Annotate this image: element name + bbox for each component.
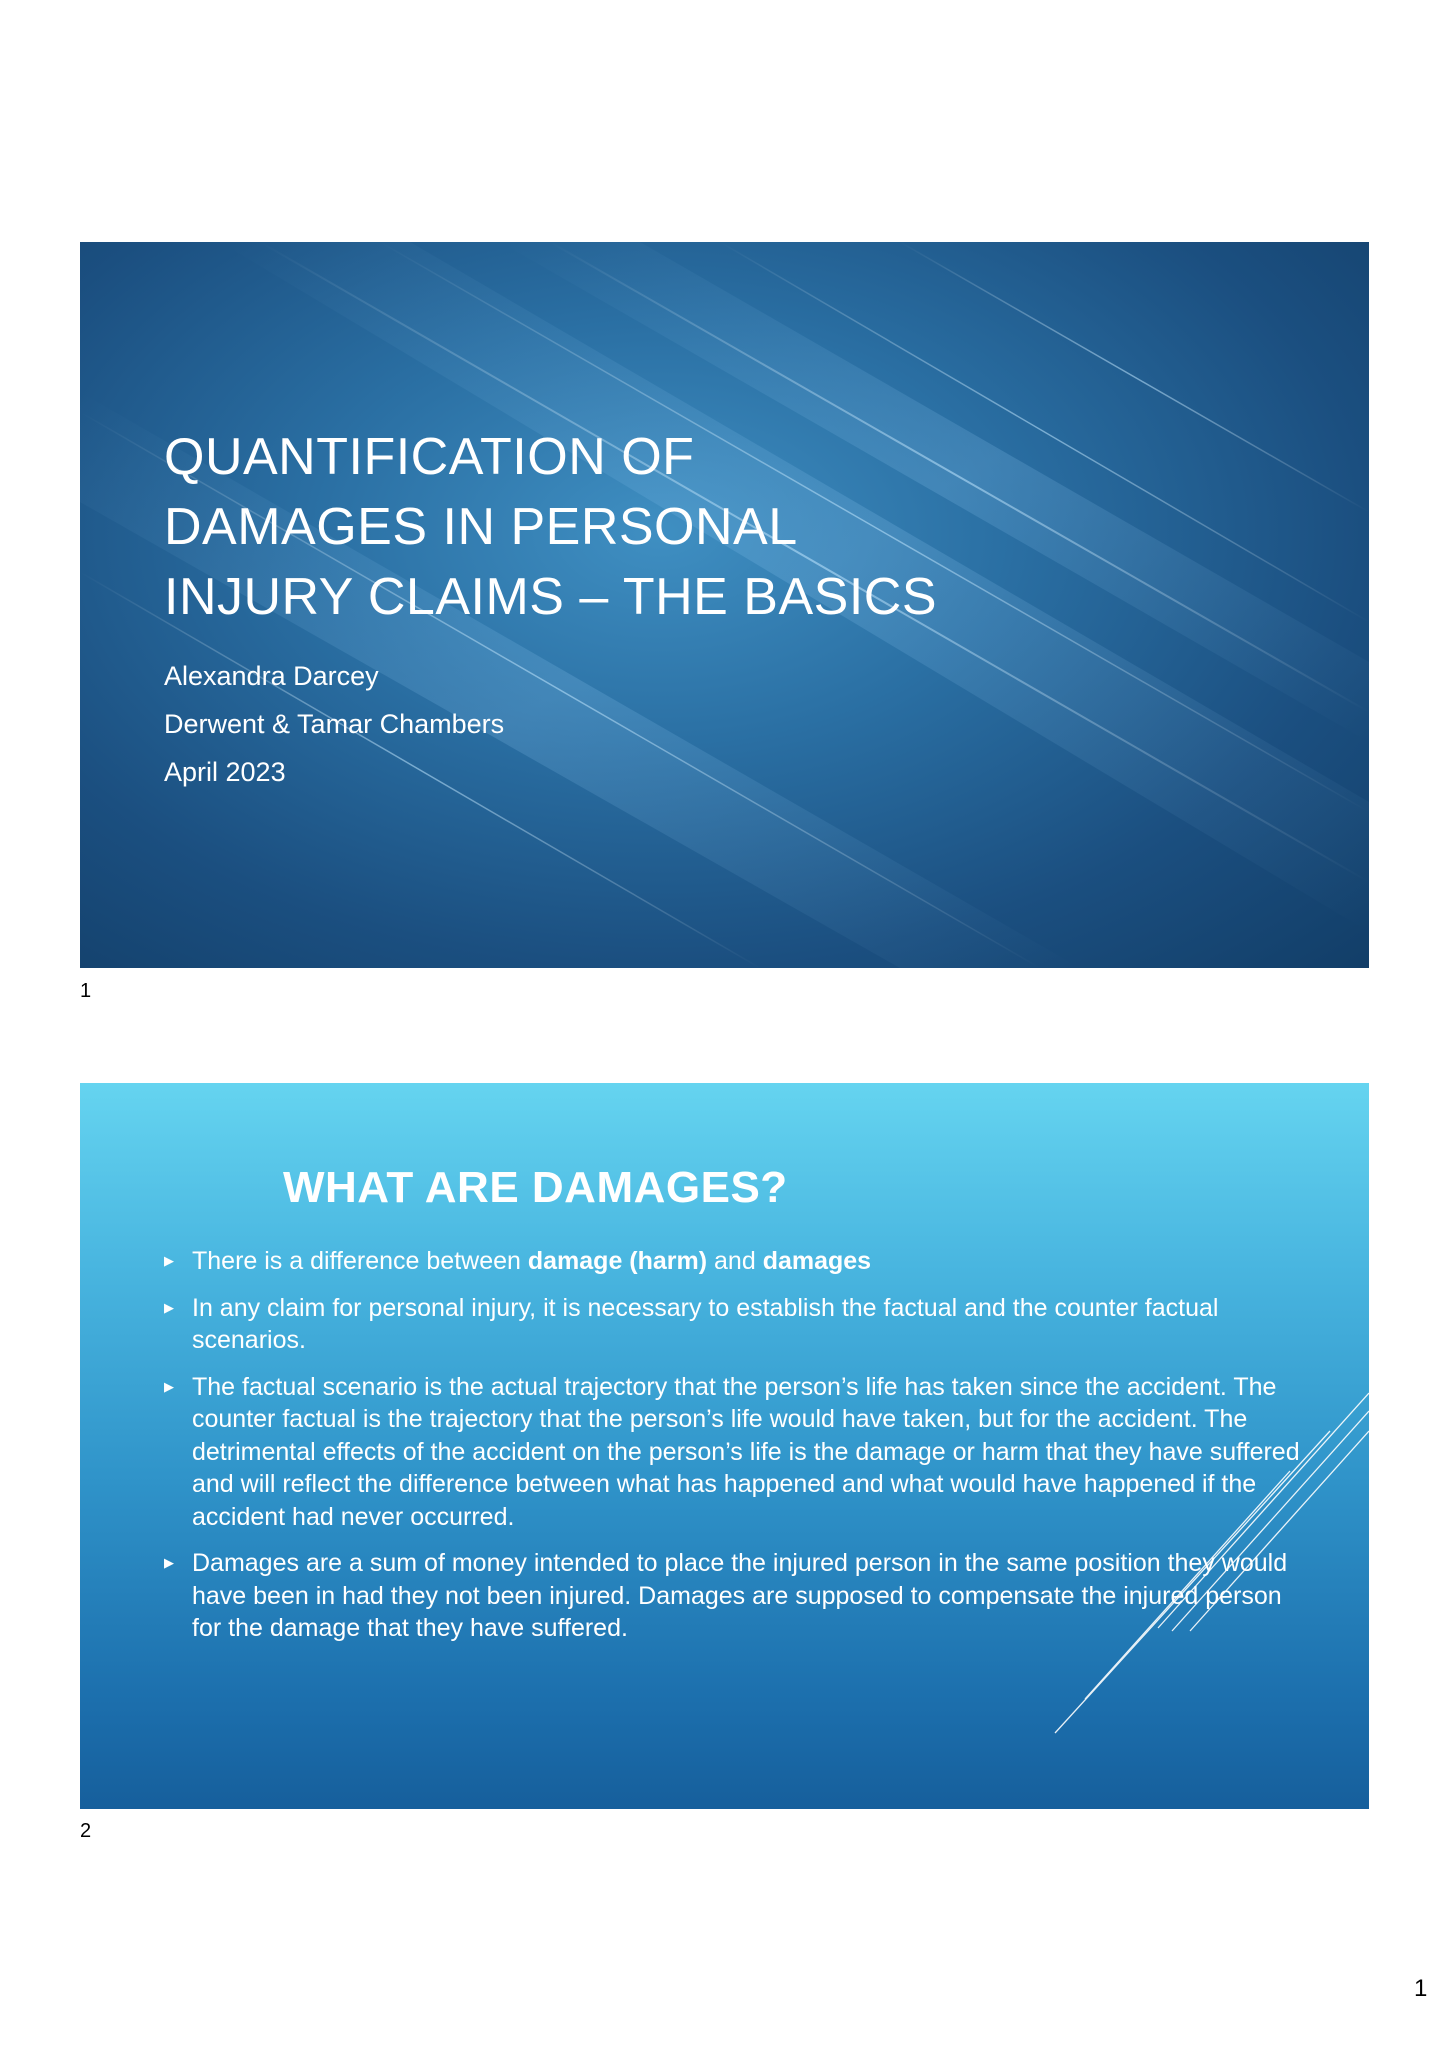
title-line: INJURY CLAIMS – THE BASICS: [164, 568, 938, 626]
presentation-date: April 2023: [164, 757, 286, 787]
bullet-text: In any claim for personal injury, it is necessary to establish the factual and the counter factual scenarios.: [192, 1293, 1219, 1354]
bullet-item: [164, 1371, 1304, 1534]
slide-number: 2: [80, 1820, 92, 1842]
bullet-text: There is a difference between: [192, 1247, 528, 1275]
organization-name: Derwent & Tamar Chambers: [164, 709, 505, 739]
content-slide: [80, 1083, 1369, 1809]
title-slide: [80, 242, 1369, 968]
page-number: 1: [1414, 1975, 1428, 2002]
bullet-item: [164, 1547, 1304, 1645]
bullet-item: [164, 1292, 1304, 1357]
author-name: Alexandra Darcey: [164, 661, 379, 691]
presentation-title: [164, 422, 1064, 632]
bullet-emphasis: damage (harm): [527, 1247, 708, 1275]
slide-number: 1: [80, 980, 92, 1002]
bullet-emphasis: damages: [762, 1247, 872, 1275]
title-line: DAMAGES IN PERSONAL: [164, 498, 798, 556]
presentation-subtitle: [164, 652, 504, 796]
bullet-list: [164, 1245, 1304, 1659]
bullet-item: [164, 1245, 1304, 1278]
title-line: QUANTIFICATION OF: [164, 428, 695, 486]
triangle-bullet-icon: ▶: [164, 1555, 174, 1570]
triangle-bullet-icon: ▶: [164, 1253, 174, 1268]
triangle-bullet-icon: ▶: [164, 1378, 174, 1394]
bullet-text: and: [707, 1247, 763, 1275]
bullet-text: Damages are a sum of money intended to place the injured person in the same position they would have been in had they not been injured. Damages are supposed to compensate the injured person for the damage that they have suffered.: [192, 1549, 1288, 1642]
bullet-text: The factual scenario is the actual trajectory that the person’s life has taken since the accident. The counter factual is the trajectory that the person’s life would have taken, but for the accident. The detrimental effects of the accident on the person’s life is the damage or harm that they have suffered and will reflect the difference between what has happened and what would have happened if the accident had never occurred.: [192, 1372, 1300, 1531]
triangle-bullet-icon: ▶: [164, 1299, 174, 1315]
slide-title: WHAT ARE DAMAGES?: [283, 1163, 788, 1212]
